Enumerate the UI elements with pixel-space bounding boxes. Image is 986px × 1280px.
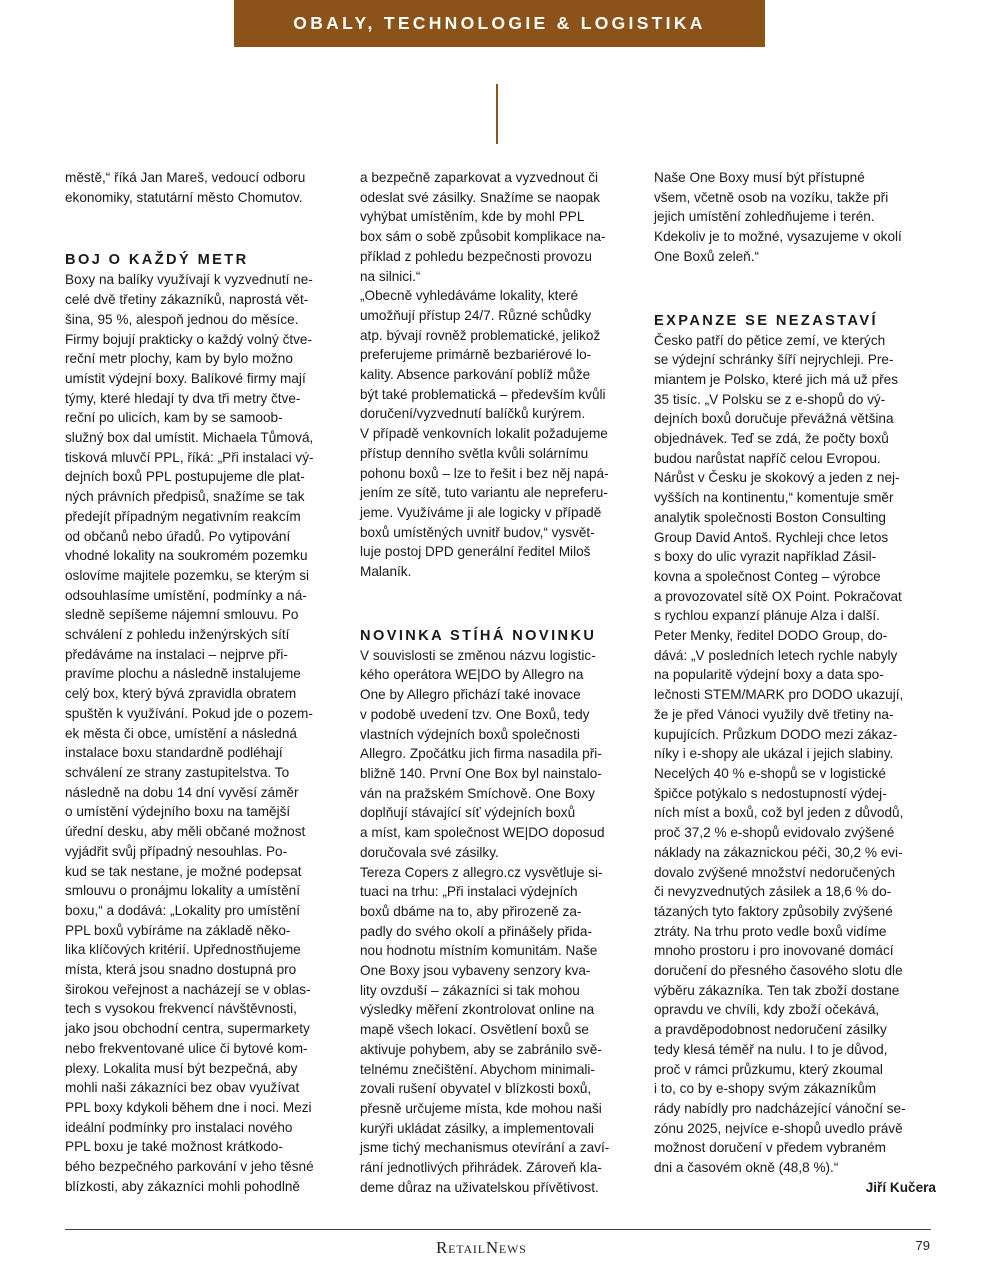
spacer <box>654 267 936 311</box>
body-paragraph: Naše One Boxy musí být přístupné všem, včetně osob na vozíku, takže při jejich umístění zohledňujeme i terén. Kdekoliv je to možné, vysazujeme v okolí One Boxů zeleň.“ <box>654 170 902 264</box>
magazine-logo: RetailNews <box>436 1238 527 1257</box>
column-3 <box>654 168 936 1197</box>
intro-paragraph: městě,“ říká Jan Mareš, vedoucí odboru ekonomiky, statutární město Chomutov. <box>65 170 306 205</box>
spacer <box>65 207 347 250</box>
heading-expanze-se-nezastavi: EXPANZE SE NEZASTAVÍ <box>654 312 878 329</box>
section-title: OBALY, TECHNOLOGIE & LOGISTIKA <box>293 13 706 33</box>
column-1 <box>65 168 347 1196</box>
spacer <box>360 582 642 626</box>
body-paragraph: Česko patří do pětice zemí, ve kterých se výdejní schránky šíří nejrychleji. Pre- miantem je Polsko, které jich má už přes 35 tisíc. „V Polsku se z e-shopů do vý- dejních boxů doručuje převážná většina objednávek. Teď se zdá, že počty boxů budou narůstat napříč celou Evropou. Nárůst v Česku je skokový a jeden z nej- vyšších na kontinentu,“ komentuje směr analytik společnosti Boston Consulting Group David Antoš. Rychleji chce letos s boxy do ulic vyrazit například Zásil- kovna a společnost Conteg – výrobce a provozovatel sítě OX Point. Pokračovat s rychlou expanzí plánuje Alza i další. Peter Menky, ředitel DODO Group, do- dává: „V posledních letech rychle nabyly na popularitě výdejní boxy a data spo- lečnosti STEM/MARK pro DODO ukazují, že je před Vánoci využily dvě třetiny na- kupujících. Průzkum DODO mezi zákaz- níky i e-shopy ale ukázal i jejich slabiny. Necelých 40 % e-shopů se v logistické špičce potýkalo s nedostupností výdej- ních míst a boxů, což byl jeden z důvodů, proč 37,2 % e-shopů evidovalo zvýšené náklady na zákaznickou péči, 30,2 % evi- dovalo zvýšené množství nedoručených či nevyzvednutých zásilek a 18,6 % do- tázaných tyto faktory způsobily zvýšené ztráty. Na trhu proto vedle boxů vidíme mnoho prostoru i pro inovované domácí doručení do přesného časového slotu dle výběru zákazníka. Ten tak zboží dostane opravdu ve chvíli, kdy zboží očekává, a pravděpodobnost nedoručení zásilky tedy klesá téměř na nulu. I to je důvod, proč v rámci průzkumu, který zkoumal i to, co by e-shopy svým zákazníkům rády nabídly pro nadcházející vánoční se- zónu 2025, nejvíce e-shopů uvedlo právě možnost doručení v předem vybraném dni a časovém okně (48,8 %).“ <box>654 332 906 1176</box>
page-number: 79 <box>915 1238 930 1253</box>
body-paragraph: Boxy na balíky využívají k vyzvednutí ne- celé dvě třetiny zákazníků, naprostá vět- šina, 95 %, alespoň jednou do měsíce. Firmy bojují prakticky o každý volný čtve- reční metr plochy, kam by bylo možno umístit výdejní boxy. Balíkové firmy mají týmy, které hledají ty dva tři metry čtve- reční po ulicích, kam by se samoob- služný box dal umístit. Michaela Tůmová, tisková mluvčí PPL, říká: „Při instalaci vý- dejních boxů PPL postupujeme dle plat- ných právních předpisů, snažíme se tak předejít případným negativním reakcím od občanů nebo úřadů. Po vytipování vhodné lokality na soukromém pozemku oslovíme majitele pozemku, se kterým si odsouhlasíme umístění, podmínky a ná- sledně sepíšeme nájemní smlouvu. Po schválení z pohledu inženýrských sítí předáváme na instalaci – nejprve při- pravíme plochu a následně instalujeme celý box, který bývá zpravidla obratem spuštěn k využívání. Pokud jde o pozem- ek města či obce, umístění a následná instalace boxu standardně podléhají schválení ze strany zastupitelstva. To následně na dobu 14 dní vyvěsí záměr o umístění výdejního boxu na tamější úřední desku, aby měli občané možnost vyjádřit svůj případný nesouhlas. Po- kud se tak nestane, je možné podepsat smlouvu o pronájmu lokality a umístění boxu,“ a dodává: „Lokality pro umístění PPL boxů vybíráme na základě něko- lika klíčových kritérií. Upřednostňujeme místa, která jsou snadno dostupná pro širokou veřejnost a nacházejí se v oblas- tech s vysokou frekvencí návštěvnosti, jako jsou obchodní centra, supermarkety nebo frekventované ulice či bytové kom- plexy. Lokalita musí být bezpečná, aby mohli naši zákazníci bez obav využívat PPL boxy kdykoli během dne i noci. Mezi ideální podmínky pro instalaci nového PPL boxu je také možnost krátkodo- bého bezpečného parkování v jeho těsné blízkosti, aby zákazníci mohli pohodlně <box>65 272 314 1194</box>
body-paragraph: a bezpečně zaparkovat a vyzvednout či odeslat své zásilky. Snažíme se naopak vyhýbat umístěním, kde by mohl PPL box sám o sobě způsobit komplikace na- příklad z pohledu bezpečnosti provozu na silnici.“ „Obecně vyhledáváme lokality, které umožňují přístup 24/7. Různé schůdky atp. bývají rovněž problematické, jelikož preferujeme primárně bezbariérové lo- kality. Absence parkování poblíž může být také problematická – především kvůli doručení/vyzvednutí balíčků kurýrem. V případě venkovních lokalit požadujeme přístup denního světla kvůli solárnímu pohonu boxů – lze to řešit i bez něj napá- jením ze sítě, tuto variantu ale nepreferu- jeme. Využíváme ji ale logicky v případě boxů umístěných uvnitř budov,“ vysvět- luje postoj DPD generální ředitel Miloš Malaník. <box>360 170 609 580</box>
decorative-divider <box>496 84 498 144</box>
body-paragraph: V souvislosti se změnou názvu logistic- kého operátora WE|DO by Allegro na One by Allegro přichází také inovace v podobě uvedení tzv. One Boxů, tedy vlastních výdejních boxů společnosti Allegro. Zpočátku jich firma nasadila při- bližně 140. První One Box byl nainstalo- ván na pražském Smíchově. One Boxy doplňují stávající síť výdejních boxů a míst, kam společnost WE|DO doposud doručovala své zásilky. Tereza Copers z allegro.cz vysvětluje si- tuaci na trhu: „Při instalaci výdejních boxů dbáme na to, aby přirozeně za- padly do svého okolí a přinášely přida- nou hodnotu místním komunitám. Naše One Boxy jsou vybaveny senzory kva- lity ovzduší – zákazníci si tak mohou výsledky měření zkontrolovat online na mapě všech lokací. Osvětlení boxů se aktivuje pohybem, aby se zabránilo svě- telnému znečištění. Abychom minimali- zovali rušení obyvatel v blízkosti boxů, přesně určujeme místa, kde mohou naši kurýři ukládat zásilky, a implementovali jsme tichý mechanismus otevírání a zaví- rání jednotlivých přihrádek. Zároveň kla- deme důraz na uživatelskou přívětivost. <box>360 647 610 1195</box>
footer-divider <box>65 1229 931 1230</box>
column-2 <box>360 168 642 1197</box>
section-banner <box>234 0 765 47</box>
heading-boj-o-kazdy-metr: BOJ O KAŽDÝ METR <box>65 252 249 269</box>
author-byline: Jiří Kučera <box>865 1179 936 1195</box>
heading-novinka-stiha-novinku: NOVINKA STÍHÁ NOVINKU <box>360 627 597 644</box>
